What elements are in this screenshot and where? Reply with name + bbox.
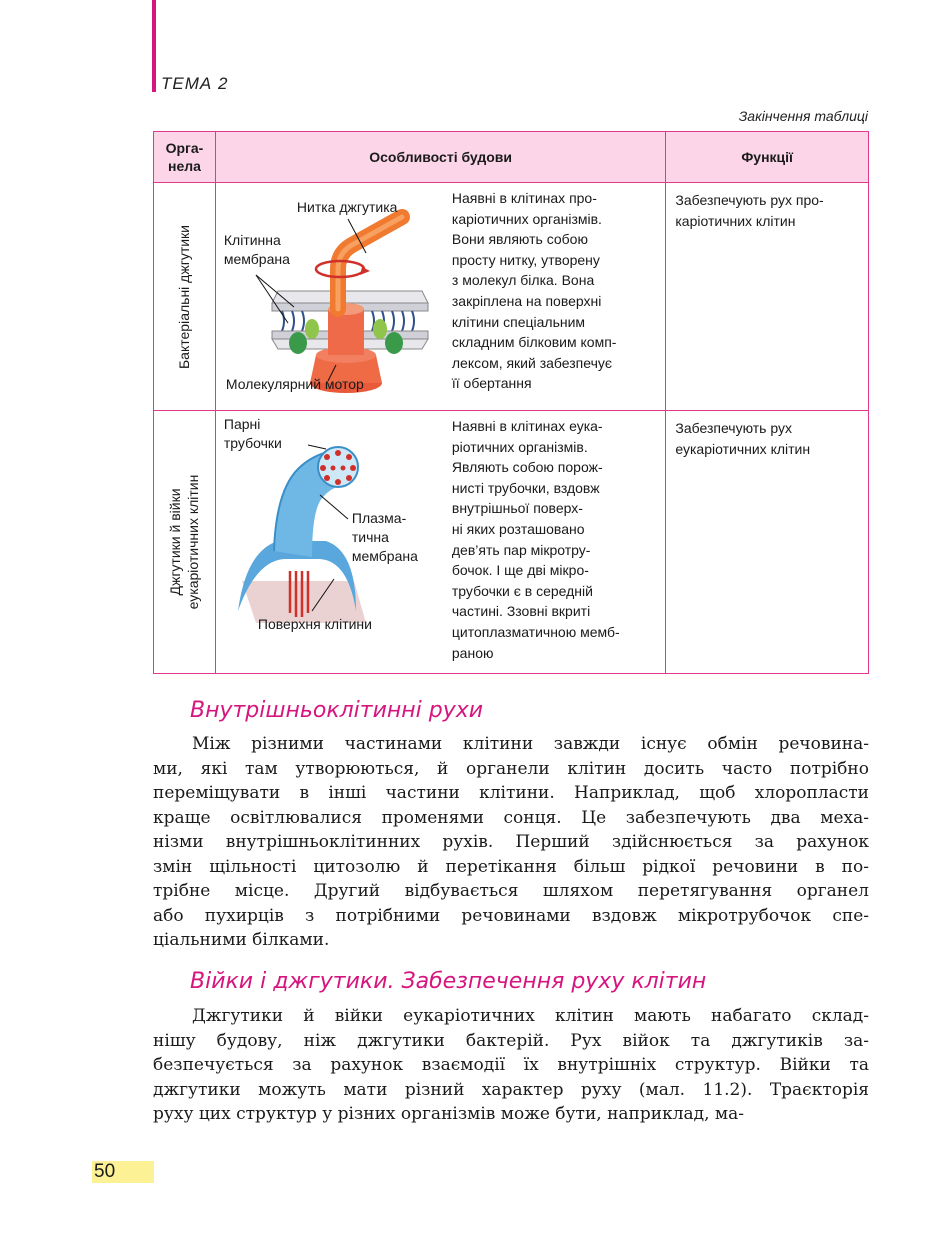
text-line: нисті трубочки, вздовж (451, 479, 600, 496)
label-cell-surface: Поверхня клітини (257, 616, 372, 632)
text-line: переміщувати в інші частини клітини. Наприклад, щоб хлоропласти (153, 783, 869, 803)
section-paragraph (153, 732, 869, 953)
text-line: лексом, який забезпечує (451, 354, 613, 371)
function-cell (666, 411, 869, 674)
table-row (154, 183, 869, 411)
text-line: або пухирців з потрібними речовинами вздовж мікротрубочок спе- (153, 905, 869, 926)
text-line: Являють собою порож- (451, 459, 603, 476)
organelle-cell (154, 183, 216, 411)
table-header-row (154, 132, 869, 183)
text-line: її обертання (451, 375, 532, 392)
text-line: бочок. І ще дві мікро- (451, 562, 589, 579)
label-plasma-membrane: Плазма- тична мембрана (351, 510, 418, 564)
organelle-name: Бактеріальні джгутики (176, 224, 193, 369)
label-cell-membrane: Клітинна мембрана (223, 232, 290, 267)
text-line: просту нитку, утворену (451, 251, 600, 268)
label-molecular-motor: Молекулярний мотор (225, 376, 364, 392)
header-organelle (154, 132, 216, 183)
text-line: Джгутики й війки еукаріотичних клітин мають набагато склад- (192, 1006, 869, 1026)
text-line: з молекул білка. Вона (451, 272, 595, 289)
text-line: ні яких розташовано (451, 520, 585, 537)
text-line: ми, які там утворюються, й органели клітин досить часто потрібно (153, 758, 869, 779)
page-number: 50 (92, 1161, 154, 1183)
section-title: Внутрішньоклітинні рухи (190, 698, 484, 723)
function-text (666, 411, 868, 459)
text-line: складним білковим комп- (451, 334, 617, 351)
text-line: Між різними частинами клітини завжди існує обмін речовина- (192, 734, 869, 754)
text-line: Забезпечують рух (675, 420, 792, 436)
text-line: Вони являють собою (451, 231, 588, 248)
section-title: Війки і джгутики. Забезпечення руху клітин (190, 969, 707, 994)
text-line: каріотичних клітин (675, 212, 796, 229)
structure-cell (215, 411, 665, 674)
header-function: Функції (666, 132, 869, 183)
structure-description (452, 416, 664, 663)
text-line: закріплена на поверхні (451, 292, 602, 309)
text-line: трібне місце. Другий відбувається шляхом перетягування органел (153, 881, 869, 901)
text-line: цитоплазматичною мемб- (451, 623, 620, 640)
header-organelle-text: Орга- нела (165, 140, 204, 174)
text-line: безпечується за рахунок взаємодії їх внутрішніх структур. Війки та (153, 1055, 869, 1075)
function-text (666, 183, 868, 231)
section-paragraph (153, 1004, 869, 1127)
text-line: дев’ять пар мікротру- (451, 541, 591, 558)
text-line: ріотичних організмів. (451, 438, 588, 455)
text-line: частині. Ззовні вкриті (451, 603, 591, 620)
table-row (154, 411, 869, 674)
text-line: Наявні в клітинах про- (451, 190, 597, 206)
label-paired-tubules: Парні трубочки (223, 416, 282, 451)
text-line: змін щільності цитозолю й перетікання більш рідкої речовини в по- (153, 856, 869, 877)
text-line: нізми внутрішньоклітинних рухів. Перший здійснюється за рахунок (153, 832, 869, 852)
function-cell (666, 183, 869, 411)
text-line: Наявні в клітинах еука- (451, 418, 603, 434)
organelle-cell (154, 411, 216, 674)
text-line: трубочки є в середній (451, 582, 593, 599)
accent-bar (152, 0, 156, 92)
text-line: внутрішньої поверх- (451, 500, 583, 517)
text-line: краще освітлювалися променями сонця. Це забезпечують два меха- (153, 807, 869, 828)
text-line: клітини спеціальним (451, 313, 586, 330)
organelle-table (153, 131, 869, 674)
text-line: раною (451, 644, 494, 661)
text-line: ціальними білками. (153, 930, 330, 950)
text-line: каріотичних організмів. (451, 210, 602, 227)
label-filament: Нитка джгутика (296, 199, 398, 215)
table-continuation-note: Закінчення таблиці (738, 108, 868, 124)
structure-description (452, 188, 664, 394)
topic-header: ТЕМА 2 (161, 74, 229, 93)
structure-cell (215, 183, 665, 411)
text-line: Забезпечують рух про- (675, 192, 824, 208)
text-line: нішу будову, ніж джгутики бактерій. Рух війок та джгутиків за- (153, 1030, 869, 1051)
header-structure: Особливості будови (215, 132, 665, 183)
text-line: руху цих структур у різних організмів може бути, наприклад, ма- (153, 1104, 745, 1124)
organelle-name: Джгутики й війки еукаріотичних клітин (167, 474, 202, 610)
text-line: еукаріотичних клітин (675, 440, 811, 457)
text-line: джгутики можуть мати різний характер руху (мал. 11.2). Траєкторія (153, 1079, 869, 1100)
